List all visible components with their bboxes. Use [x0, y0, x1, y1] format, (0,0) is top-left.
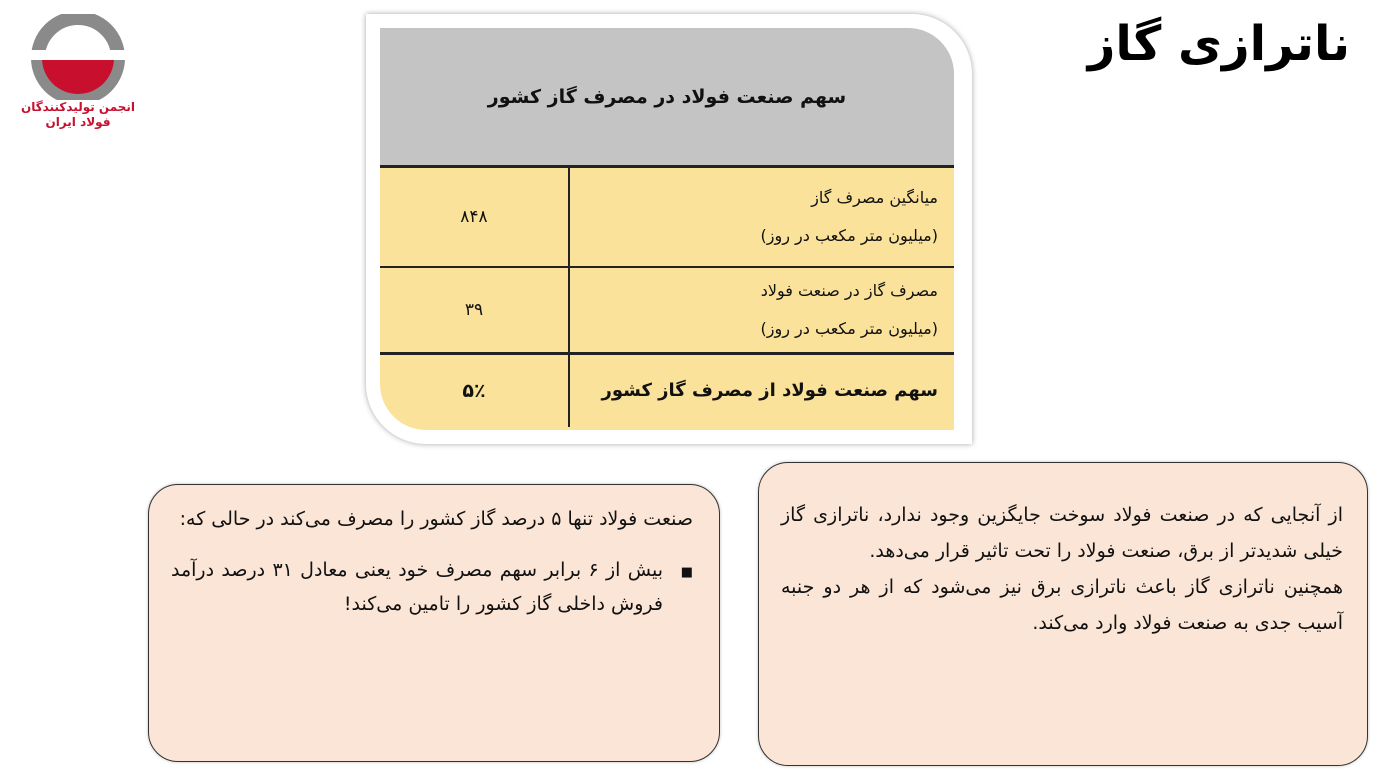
row-label [568, 355, 954, 427]
row-label-main: سهم صنعت فولاد از مصرف گاز کشور [601, 380, 938, 401]
gas-share-table-card [366, 14, 972, 444]
impact-paragraph-1: از آنجایی که در صنعت فولاد سوخت جایگزین وجود ندارد، ناترازی گاز خیلی شدیدتر از برق، صنعت فولاد را تحت تاثیر قرار می‌دهد. [781, 504, 1343, 562]
table-header: سهم صنعت فولاد در مصرف گاز کشور [380, 28, 954, 168]
table-row [380, 168, 954, 268]
table-row [380, 355, 954, 427]
association-logo [8, 14, 148, 138]
list-item [171, 553, 693, 621]
impact-paragraph-2: همچنین ناترازی گاز باعث ناترازی برق نیز می‌شود که از هر دو جنبه آسیب جدی به صنعت فولاد وارد می‌کند. [781, 576, 1343, 634]
row-value: ۳۹ [464, 300, 484, 320]
table-row [380, 268, 954, 355]
row-label-unit: (میلیون متر مکعب در روز) [760, 226, 938, 245]
row-label [568, 168, 954, 266]
gas-imbalance-impact-box [758, 462, 1368, 766]
row-value: ۵٪ [462, 380, 486, 402]
row-label-main: مصرف گاز در صنعت فولاد [760, 281, 938, 300]
page-title: ناترازی گاز [1087, 16, 1350, 72]
row-label-unit: (میلیون متر مکعب در روز) [760, 319, 938, 338]
row-label [568, 268, 954, 352]
row-label-main: میانگین مصرف گاز [811, 188, 938, 207]
square-bullet-icon: ■ [680, 565, 693, 580]
gas-share-table [380, 28, 954, 430]
steel-association-logo-icon [18, 14, 138, 100]
steel-gas-share-box [148, 484, 720, 762]
bullet-text: بیش از ۶ برابر سهم مصرف خود یعنی معادل ۳۱ درصد درآمد فروش داخلی گاز کشور را تامین می‌کند! [171, 559, 664, 615]
logo-org-line1: انجمن تولیدکنندگان [20, 100, 136, 114]
box-intro-text: صنعت فولاد تنها ۵ درصد گاز کشور را مصرف می‌کند در حالی که: [179, 508, 693, 530]
row-value: ۸۴۸ [460, 207, 488, 227]
logo-org-line2: فولاد ایران [45, 115, 111, 129]
